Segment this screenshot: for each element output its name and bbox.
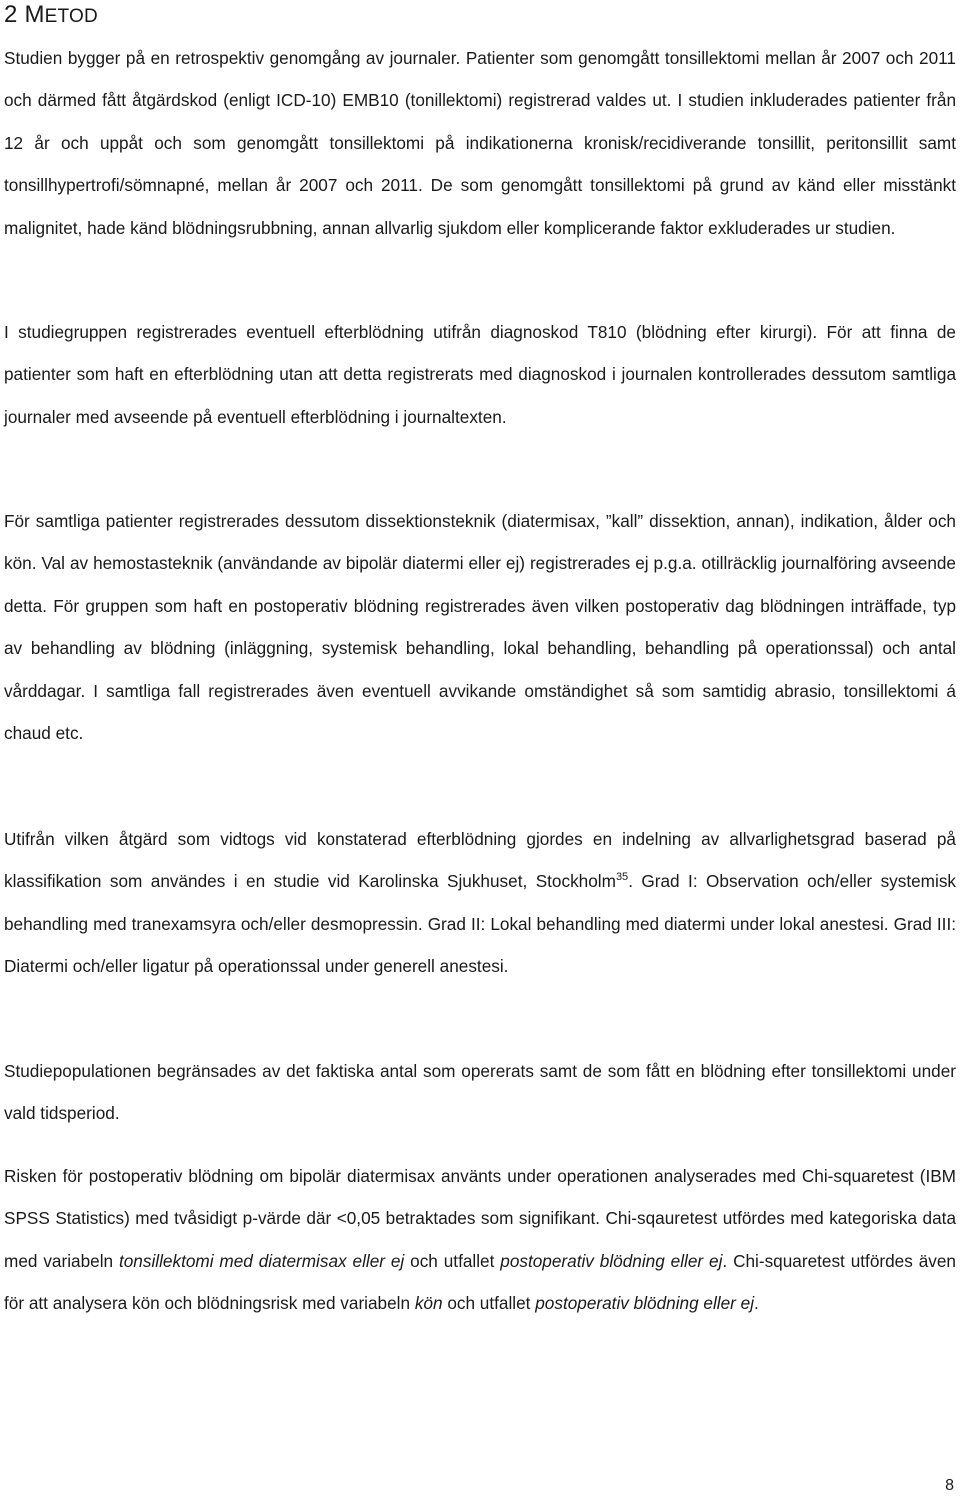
paragraph-statistics [4,1155,956,1325]
page-number: 8 [945,1477,954,1494]
paragraph-inclusion: Studien bygger på en retrospektiv genomgång av journaler. Patienter som genomgått tonsillektomi mellan år 2007 och 2011 och därmed fått åtgärdskod (enligt ICD-10) EMB10 (tonillektomi) registrerad valdes ut. I studien inkluderades patienter från 12 år och uppåt och som genomgått tonsillektomi på indikationerna kronisk/recidiverande tonsillit, peritonsillit samt tonsillhypertrofi/sömnapné, mellan år 2007 och 2011. De som genomgått tonsillektomi på grund av känd eller misstänkt malignitet, hade känd blödningsrubbning, annan allvarlig sjukdom eller komplicerande faktor exkluderades ur studien. [4,48,956,238]
stats-variable-1: tonsillektomi med diatermisax eller ej [118,1250,405,1271]
stats-outcome-1: postoperativ blödning eller ej [500,1250,723,1271]
stats-text-2: och utfallet [404,1250,501,1271]
stats-text-4: och utfallet [442,1293,536,1314]
stats-variable-2: kön [414,1293,443,1314]
severity-text-2: . Grad I: Observation och/eller systemisk behandling med tranexamsyra och/eller desmopressin. Grad II: Lokal behandling med diatermi under lokal anestesi. Grad III: Diatermi och/eller ligatur på operationssal under generell anestesi. [4,871,957,977]
paragraph-severity-grading [4,818,956,988]
severity-text-1: Utifrån vilken åtgärd som vidtogs vid konstaterad efterblödning gjordes en indelning av allvarlighetsgrad baserad på klassifikation som användes i en studie vid Karolinska Sjukhuset, Stockholm [4,829,956,892]
paragraph-variables: För samtliga patienter registrerades dessutom dissektionsteknik (diatermisax, ”kall” dissektion, annan), indikation, ålder och kön. Val av hemostasteknik (användande av bipolär diatermi eller ej) registrerades ej p.g.a. otillräcklig journalföring avseende detta. För gruppen som haft en postoperativ blödning registrerades även vilken postoperativ dag blödningen inträffade, typ av behandling av blödning (inläggning, systemisk behandling, lokal behandling, behandling på operationssal) och antal vårddagar. I samtliga fall registrerades även eventuell avvikande omständighet så som samtidig abrasio, tonsillektomi á chaud etc. [4,511,956,744]
paragraph-bleeding-registration: I studiegruppen registrerades eventuell efterblödning utifrån diagnoskod T810 (blödning efter kirurgi). För att finna de patienter som haft en efterblödning utan att detta registrerats med diagnoskod i journalen kontrollerades dessutom samtliga journaler med avseende på eventuell efterblödning i journaltexten. [4,322,956,427]
paragraph-study-population: Studiepopulationen begränsades av det faktiska antal som opererats samt de som fått en blödning efter tonsillektomi under vald tidsperiod. [4,1061,956,1124]
section-number: 2 [4,1,18,28]
section-title-initial: M [24,1,45,28]
stats-text-1: Risken för postoperativ blödning om bipolär diatermisax använts under operationen analyserades med Chi-squaretest (IBM SPSS Statistics) med tvåsidigt p-värde där <0,05 betraktades som signifikant. Chi-sqauretest utfördes med kategoriska data med variabeln [4,1166,956,1271]
section-heading [4,0,98,32]
stats-text-5: . [754,1293,759,1314]
section-title-rest: ETOD [44,6,98,27]
stats-outcome-2: postoperativ blödning eller ej [535,1293,755,1314]
citation-reference: 35 [615,870,629,883]
stats-text-3: . Chi-squaretest utfördes även för att analysera kön och blödningsrisk med variabeln [4,1250,956,1314]
